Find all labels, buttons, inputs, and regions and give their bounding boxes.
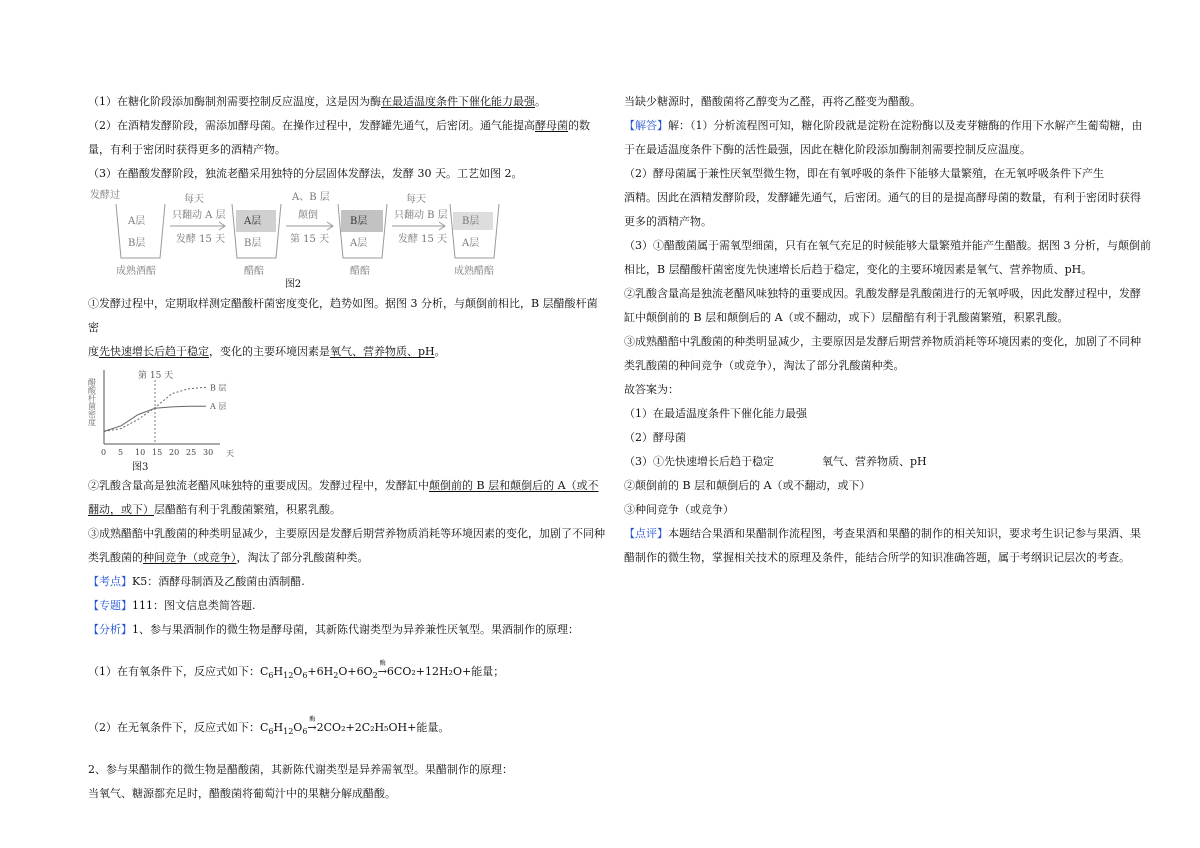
s2-text: ②乳酸含量高是独流老醋风味独特的重要成因。发酵过程中，发酵缸中 <box>88 479 429 492</box>
q1-line <box>88 90 608 114</box>
fig2-v3-top: B层 <box>350 216 368 227</box>
fig2-step2-mid: 颠倒 <box>298 210 318 221</box>
answer-3d: ③种间竞争（或竞争） <box>624 503 734 516</box>
fig3-x-tick-25: 25 <box>186 448 197 457</box>
answer-3c: ②颠倒前的 B 层和颠倒后的 A（或不翻动，或下） <box>624 479 871 492</box>
jieda-text: 解：（1）分析流程图可知，糖化阶段就是淀粉在淀粉酶以及麦芽糖酶的作用下水解产生葡萄糖，由 <box>668 119 1143 132</box>
s1-line2 <box>88 340 608 364</box>
q1-text: （1）在糖化阶段添加酶制剂需要控制反应温度，这是因为酶 <box>88 95 381 108</box>
fig2-v3-bottom: A层 <box>350 238 368 249</box>
fig2-step1-bottom: 发酵 15 天 <box>176 234 226 245</box>
fig3-x-tick-15: 15 <box>152 448 163 457</box>
fig2-step3-mid: 只翻动 B 层 <box>394 210 448 221</box>
q3-intro: （3）在醋酸发酵阶段，独流老醋采用独特的分层固体发酵法，发酵 30 天。工艺如图 2。 <box>88 167 523 180</box>
s3-end: ，淘汰了部分乳酸菌种类。 <box>236 551 369 564</box>
fig2-v1-caption: 成熟酒醅 <box>116 266 156 277</box>
aerobic-products: 6CO₂+12H₂O+能量； <box>386 665 505 678</box>
fig2-step2-top: A、B 层 <box>292 192 330 203</box>
fenxi-line <box>88 618 608 642</box>
fig3-series-label-a: A 层 <box>210 402 227 412</box>
enzyme-label-2: 酶 <box>309 716 316 723</box>
s1-line1: ①发酵过程中，定期取样测定醋酸杆菌密度变化，趋势如图。据图 3 分析，与颠倒前相比，B 层醋酸杆菌密 <box>88 297 598 334</box>
fig3-x-tick-5: 5 <box>118 448 124 457</box>
kaodian-line <box>88 570 608 594</box>
fig2-v2-caption: 醋醅 <box>244 266 264 277</box>
fig3-line-chart <box>88 366 238 462</box>
fig2-v4-caption: 成熟醋醅 <box>454 266 494 277</box>
fig2-v4-bottom: A层 <box>462 238 480 249</box>
s2-line1 <box>88 474 608 498</box>
dianping-tag: 【点评】 <box>624 527 668 540</box>
zhuanti-line <box>88 594 608 618</box>
fig2-start-label: 发酵过 <box>90 190 120 201</box>
s3-line1: ③成熟醋醅中乳酸菌的种类明显减少，主要原因是发酵后期营养物质消耗等环境因素的变化，加剧了不同种 <box>88 527 605 540</box>
a2-line1: （2）酵母菌属于兼性厌氧型微生物，即在有氧呼吸的条件下能够大量繁殖，在无氧呼吸条件下产生 <box>624 167 1104 180</box>
q2-text: （2）在酒精发酵阶段，需添加酵母菌。在操作过程中，发酵罐先通气，后密闭。通气能提高 <box>88 119 535 132</box>
fig2-v4-top: B层 <box>462 216 480 227</box>
fig3-ylabel: 醋酸杆菌密度 <box>88 378 97 426</box>
fig2-v1-bottom: B层 <box>128 238 146 249</box>
s1-end: 。 <box>434 345 446 358</box>
a2-line3: 更多的酒精产物。 <box>624 215 712 228</box>
a3b-line2: 缸中颠倒前的 B 层和颠倒后的 A（或不翻动，或下）层醋醅有利于乳酸菌繁殖，积累乳酸。 <box>624 311 1069 324</box>
fenxi-text: 1、参与果酒制作的微生物是酵母菌，其新陈代谢类型为异养兼性厌氧型。果酒制作的原理： <box>132 623 579 636</box>
fig3-x-unit: 天 <box>226 449 234 458</box>
s3-answer: 种间竞争（或竞争） <box>143 551 237 564</box>
a3c-line1: ③成熟醋醅中乳酸菌的种类明显减少，主要原因是发酵后期营养物质消耗等环境因素的变化，加剧了不同种 <box>624 335 1141 348</box>
anaerobic-label: （2）在无氧条件下，反应式如下： <box>88 721 260 734</box>
fig2-v2-bottom: B层 <box>244 238 262 249</box>
jieda-line1 <box>624 114 1154 138</box>
zhuanti-text: 111：图文信息类简答题. <box>132 599 256 612</box>
q2-line2: 量，有利于密闭时获得更多的酒精产物。 <box>88 143 286 156</box>
fig2-v1-top: A层 <box>128 216 146 227</box>
vinegar-line2: 当氧气、糖源都充足时，醋酸菌将葡萄汁中的果糖分解成醋酸。 <box>88 787 396 800</box>
kaodian-tag: 【考点】 <box>88 575 132 588</box>
s3-text: 类乳酸菌的 <box>88 551 143 564</box>
s1-text-mid: ，变化的主要环境因素是 <box>209 345 330 358</box>
q2-answer: 酵母菌 <box>535 119 568 132</box>
answer-3b: 氧气、营养物质、pH <box>822 455 927 468</box>
s1-text-pre: 度 <box>88 345 99 358</box>
fig2-caption: 图2 <box>284 279 302 290</box>
s2-line2 <box>88 498 608 522</box>
answer-3a-line <box>624 450 1154 474</box>
q2-line1 <box>88 114 608 138</box>
fig2-step3-bottom: 发酵 15 天 <box>398 234 448 245</box>
fig3-annotation: 第 15 天 <box>138 371 174 381</box>
s1-answer1: 先快速增长后趋于稳定 <box>99 345 209 358</box>
fenxi-tag: 【分析】 <box>88 623 132 636</box>
vinegar-line1: 2、参与果醋制作的微生物是醋酸菌，其新陈代谢类型是异养需氧型。果醋制作的原理： <box>88 763 513 776</box>
s3-line2 <box>88 546 608 570</box>
jieda-line2: 于在最适温度条件下酶的活性最强，因此在糖化阶段添加酶制剂需要控制反应温度。 <box>624 143 1031 156</box>
enzyme-arrow-2: 酶 → <box>307 716 316 740</box>
fig3-x-tick-0: 0 <box>101 448 107 457</box>
fig3-x-tick-20: 20 <box>169 448 180 457</box>
a3c-line2: 类乳酸菌的种间竞争（或竞争），淘汰了部分乳酸菌种类。 <box>624 359 905 372</box>
right-column <box>624 90 1154 570</box>
s2-answer-part2: 翻动，或下） <box>88 503 154 516</box>
fig2-step1-top: 每天 <box>184 194 204 205</box>
fig2-step3-top: 每天 <box>406 194 426 205</box>
aerobic-equation: （1）在有氧条件下，反应式如下：$C_6H_{12}O_6+6H_2O+6O_2$ 酶 →6CO₂+12H₂O+能量； <box>88 660 608 688</box>
fig2-v2-top: A层 <box>244 216 262 227</box>
s2-answer-part1: 颠倒前的 B 层和颠倒后的 A（或不 <box>429 479 599 492</box>
s1-answer2: 氧气、营养物质、pH <box>330 345 435 358</box>
fig2-step2-bottom: 第 15 天 <box>290 234 330 245</box>
a2-line2: 酒精。因此在酒精发酵阶段，发酵罐先通气，后密闭。通气的目的是提高酵母菌的数量，有利于密闭时获得 <box>624 191 1141 204</box>
left-column <box>88 90 608 806</box>
answer-3a: （3）①先快速增长后趋于稳定 <box>624 455 774 468</box>
fig3-series-label-b: B 层 <box>210 383 227 393</box>
fig3-x-tick-30: 30 <box>203 448 214 457</box>
answer-1: （1）在最适温度条件下催化能力最强 <box>624 407 807 420</box>
dianping-line1 <box>624 522 1154 546</box>
a3-line1: （3）①醋酸菌属于需氧型细菌，只有在氧气充足的时候能够大量繁殖并能产生醋酸。据图 3 分析，与颠倒前 <box>624 239 1151 252</box>
zhuanti-tag: 【专题】 <box>88 599 132 612</box>
aerobic-label: （1）在有氧条件下，反应式如下： <box>88 665 260 678</box>
fig2-v3-caption: 醋醅 <box>350 266 370 277</box>
fig2-step1-mid: 只翻动 A 层 <box>172 210 226 221</box>
a3-line2: 相比，B 层醋酸杆菌密度先快速增长后趋于稳定，变化的主要环境因素是氧气、营养物质、pH。 <box>624 263 1093 276</box>
answer-2: （2）酵母菌 <box>624 431 686 444</box>
dianping-text: 本题结合果酒和果醋制作流程图，考查果酒和果醋的制作的相关知识，要求考生识记参与果酒、果 <box>668 527 1141 540</box>
enzyme-arrow-1: 酶 → <box>378 660 387 684</box>
anaerobic-products: 2CO₂+2C₂H₅OH+能量。 <box>316 721 450 734</box>
a3b-line1: ②乳酸含量高是独流老醋风味独特的重要成因。乳酸发酵是乳酸菌进行的无氧呼吸，因此发酵过程中，发酵 <box>624 287 1141 300</box>
q2-end: 的数 <box>568 119 590 132</box>
r1-line: 当缺少糖源时，醋酸菌将乙醇变为乙醛，再将乙醛变为醋酸。 <box>624 95 921 108</box>
anaerobic-equation: （2）在无氧条件下，反应式如下：$C_6H_{12}O_6$ 酶 →2CO₂+2C₂H₅OH+能量。 <box>88 716 608 744</box>
kaodian-text: K5：酒酵母制酒及乙酸菌由酒制醋. <box>132 575 305 588</box>
dianping-line2: 醋制作的微生物，掌握相关技术的原理及条件，能结合所学的知识准确答题，属于考纲识记层次的考查。 <box>624 551 1130 564</box>
fig3-x-tick-10: 10 <box>135 448 146 457</box>
q1-end: 。 <box>535 95 546 108</box>
enzyme-label-1: 酶 <box>379 660 386 667</box>
q1-answer: 在最适温度条件下催化能力最强 <box>381 95 535 108</box>
fig3-caption: 图3 <box>132 462 149 473</box>
jieda-tag: 【解答】 <box>624 119 668 132</box>
answer-intro: 故答案为： <box>624 383 679 396</box>
fig2-process-diagram <box>88 186 608 282</box>
s2-end: 层醋醅有利于乳酸菌繁殖，积累乳酸。 <box>154 503 341 516</box>
